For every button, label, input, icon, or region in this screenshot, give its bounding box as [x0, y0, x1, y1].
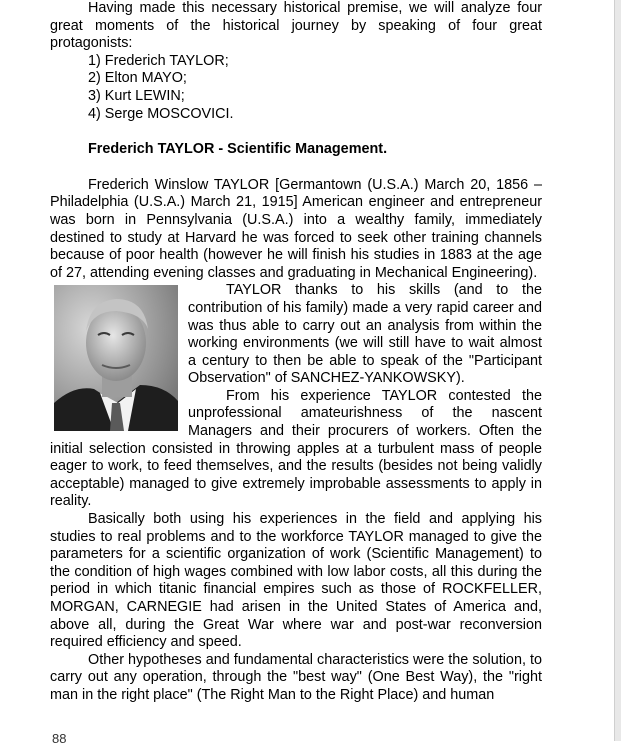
page-number: 88 — [52, 731, 67, 746]
career-paragraph: TAYLOR thanks to his skills (and to the contribution of his family) made a very rapid career and was thus able to carry out an analysis from within the working environments (we will still have to wait almost a century to then be able to speak of the "Participant Observation" of SANCHEZ-YANKOWSKY). — [188, 282, 542, 387]
list-item: 4) Serge MOSCOVICI. — [88, 105, 234, 122]
portrait-illustration — [54, 285, 178, 431]
scrollbar-edge — [614, 0, 621, 741]
taylor-portrait-photo — [54, 285, 178, 431]
list-item: 3) Kurt LEWIN; — [88, 87, 185, 104]
hypotheses-paragraph: Other hypotheses and fundamental characteristics were the solution, to carry out any operation, through the "best way" (One Best Way), the "right man in the right place" (The Right Man to the Right Place) and human — [50, 651, 542, 703]
scientific-management-paragraph: Basically both using his experiences in the field and applying his studies to real problems and to the workforce TAYLOR managed to give the parameters for a scientific organization of work (Scientific Management) to the condition of high wages combined with low labor costs, all this during the period in which titanic financial empires such as those of ROCKFELLER, MORGAN, CARNEGIE had arisen in the United States of America and, above all, during the Great War where war and post-war reconversion required efficiency and speed. — [50, 511, 542, 651]
intro-paragraph: Having made this necessary historical premise, we will analyze four great moments of the historical journey by speaking of four great protagonists: — [50, 0, 542, 52]
document-page — [50, 0, 542, 705]
experience-paragraph: From his experience TAYLOR contested the unprofessional amateurishness of the nascent Managers and their procurers of workers. Often the initial selection consisted in throwing apples at a turbulent mass of people eager to work, to feed themselves, and the results (besides not being validly acceptable) managed to give extremely improbable assessments to apply in reality. — [50, 387, 542, 510]
list-item: 2) Elton MAYO; — [88, 70, 187, 87]
protagonist-list — [50, 53, 542, 123]
biography-paragraph: Frederich Winslow TAYLOR [Germantown (U.S.A.) March 20, 1856 – Philadelphia (U.S.A.) March 21, 1915] American engineer and entrepreneur was born in Pennsylvania (U.S.A.) into a wealthy family, immediately destined to study at Harvard he was forced to seek other training channels because of poor health (however he will finish his studies in 1883 at the age of 27, attending evening classes and graduating in Mechanical Engineering). — [50, 176, 542, 281]
section-heading: Frederich TAYLOR - Scientific Management. — [88, 141, 388, 158]
list-item: 1) Frederich TAYLOR; — [88, 52, 229, 69]
